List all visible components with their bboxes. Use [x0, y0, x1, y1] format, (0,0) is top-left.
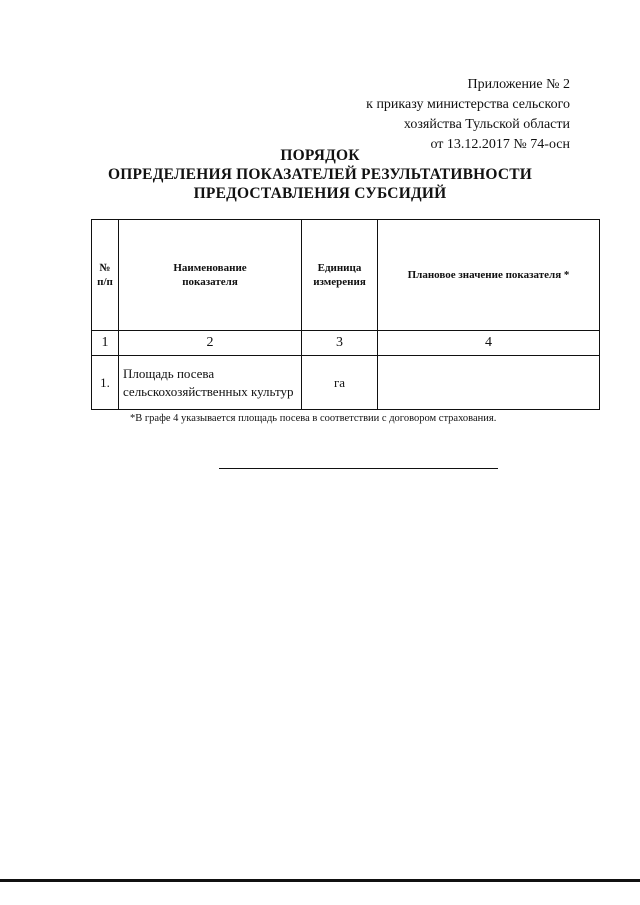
- appendix-header: [300, 75, 570, 155]
- title-line-3: ПРЕДОСТАВЛЕНИЯ СУБСИДИЙ: [193, 185, 447, 202]
- title-line-2: ОПРЕДЕЛЕНИЯ ПОКАЗАТЕЛЕЙ РЕЗУЛЬТАТИВНОСТИ: [107, 166, 533, 183]
- scan-bottom-edge: [0, 879, 640, 882]
- header-name-line-2: показателя: [182, 276, 238, 288]
- table-header-row: [92, 220, 600, 331]
- appendix-line-3: хозяйства Тульской области: [403, 117, 570, 132]
- header-num-line-2: п/п: [97, 276, 113, 288]
- column-number: 2: [119, 331, 302, 356]
- header-num-line-1: №: [99, 262, 111, 274]
- header-name-line-1: Наименование: [173, 262, 247, 274]
- column-number-row: [92, 331, 600, 356]
- row-name: [119, 356, 302, 410]
- title-line-1: ПОРЯДОК: [280, 147, 360, 164]
- indicators-table: [91, 219, 600, 410]
- row-unit: га: [302, 356, 378, 410]
- header-unit-line-1: Единица: [317, 262, 362, 274]
- header-unit-line-2: измерения: [313, 276, 366, 288]
- appendix-line-2: к приказу министерства сельского: [366, 97, 570, 112]
- closing-rule: [219, 468, 498, 469]
- row-name-line-1: Площадь посева: [123, 365, 215, 381]
- footnote: *В графе 4 указывается площадь посева в соответствии с договором страхования.: [130, 413, 497, 424]
- appendix-line-4: от 13.12.2017 № 74-осн: [430, 137, 570, 152]
- header-name: [119, 220, 302, 331]
- column-number: 4: [378, 331, 600, 356]
- row-name-line-2: сельскохозяйственных культур: [123, 383, 294, 399]
- appendix-line-1: Приложение № 2: [467, 77, 570, 92]
- column-number: 1: [92, 331, 119, 356]
- header-plan: Плановое значение показателя *: [378, 220, 600, 331]
- header-unit: [302, 220, 378, 331]
- row-plan: [378, 356, 600, 410]
- row-num: 1.: [92, 356, 119, 410]
- header-num: [92, 220, 119, 331]
- document-title: [0, 146, 640, 203]
- table-row: [92, 356, 600, 410]
- column-number: 3: [302, 331, 378, 356]
